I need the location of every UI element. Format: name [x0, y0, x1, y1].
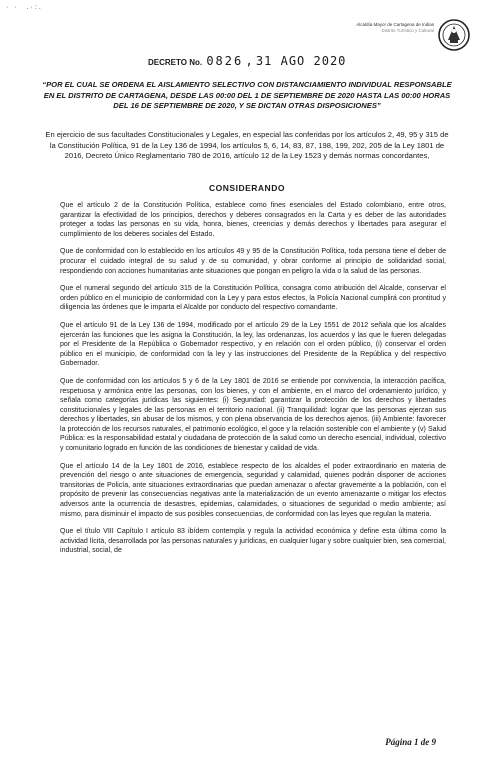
institution-subtitle: Distrito Turístico y Cultural — [381, 28, 434, 33]
decree-label: DECRETO No. — [148, 58, 203, 67]
considerations-body — [60, 201, 446, 564]
paragraph: Que de conformidad con lo establecido en los artículos 49 y 95 de la Constitución Política, toda persona tiene el deber de procurar el cuidado integral de su salud y de su comunidad, y obrar conforme al principio de solidaridad social, respondiendo con acciones humanitarias ante situaciones que pongan en peligro la vida o la salud de las personas. — [60, 248, 446, 275]
paragraph: Que el artículo 91 de la Ley 136 de 1994, modificado por el artículo 29 de la Ley 1551 de 2012 señala que los alcaldes ejercerán las funciones que les asigna la Constitución, la ley, las ordenanzas, los acuerdos y las que le fueren delegadas por el Presidente de la República o Gobernador respectivo, y en relación con el orden público, (i) conservar el orden público en el municipio, de conformidad con la ley y las instrucciones del Presidente de la República y del respectivo Gobernador. — [60, 321, 446, 368]
decree-number: 0826 — [206, 54, 244, 68]
scan-specks: · · .·:. — [6, 4, 43, 11]
decree-date: 31 AGO 2020 — [255, 54, 347, 68]
paragraph: Que el artículo 14 de la Ley 1801 de 2016, establece respecto de los alcaldes el poder extraordinario en materia de prevención del riesgo o ante situaciones de emergencia, seguridad y calamidad, quienes podrán disponer de acciones transitorias de Policía, ante situaciones extraordinarias que puedan amenazar o afectar gravemente a la población, con el propósito de prevenir las consecuencias negativas ante la materialización de un evento amenazante o mitigar los efectos adversos ante la ocurrencia de desastres, epidemias, calamidades, o situaciones de seguridad o medio ambiente; así mismo, para disminuir el impacto de sus posibles consecuencias, de conformidad con las leyes que regulan la materia. — [60, 462, 446, 518]
decree-number-line — [148, 54, 346, 68]
intro-paragraph: En ejercicio de sus facultades Constitucionales y Legales, en especial las conferidas por los artículos 2, 49, 95 y 315 de la Constitución Política, 91 de la Ley 136 de 1994, los artículos 5, 6, 14, 83, 87, 198, 199, 202, 205 de la Ley 1801 de 2016, Decreto Único Reglamentario 780 de 2016, artículo 12 de la Ley 1523 y demás normas concordantes, — [45, 130, 449, 160]
paragraph: Que de conformidad con los artículos 5 y 6 de la Ley 1801 de 2016 se entiende por convivencia, la interacción pacífica, respetuosa y armónica entre las personas, con los bienes, y con el ambiente, en el marco del ordenamiento jurídico, y señala como categorías jurídicas las siguientes: (i) Seguridad: garantizar la protección de los derechos y libertades constitucionales y legales de las personas en el territorio nacional. (ii) Tranquilidad: lograr que las personas ejerzan sus derechos y libertades, sin abusar de los mismos, y con plena observancia de los derechos ajenos. (iii) Ambiente: favorecer la protección de los recursos naturales, el patrimonio ecológico, el goce y la relación sostenible con el ambiente y (v) Salud Pública: es la responsabilidad estatal y ciudadana de protección de la salud como un derecho esencial, individual, colectivo y comunitario logrado en función de las condiciones de bienestar y calidad de vida. — [60, 377, 446, 453]
city-seal-icon — [436, 16, 472, 56]
paragraph: Que el artículo 2 de la Constitución Política, establece como fines esenciales del Estado colombiano, entre otros, garantizar la efectividad de los principios, derechos y deberes consagrados en la Carta y es deber de las autoridades proteger a todas las personas en su vida, honra, bienes, creencias y demás derechos y libertades para asegurar el cumplimiento de los deberes sociales del Estado. — [60, 202, 446, 238]
paragraph: Que el título VIII Capítulo I artículo 83 ibídem contempla y regula la actividad económica y define esta última como la actividad lícita, desarrollada por las personas naturales y jurídicas, en cualquier lugar y sobre cualquier bien, sea comercial, industrial, social, de — [60, 528, 446, 555]
institution-name: Alcaldía Mayor de Cartagena de Indias — [356, 22, 434, 27]
page-number: Página 1 de 9 — [385, 737, 436, 747]
institution-header — [352, 16, 472, 62]
paragraph: Que el numeral segundo del artículo 315 de la Constitución Política, consagra como atribución del Alcalde, conservar el orden público en el municipio de conformidad con la Ley y para estos efectos, la Policía Nacional cumplirá con prontitud y diligencia las órdenes que le imparta el Alcalde por conducto del respectivo comandante. — [60, 285, 446, 312]
decree-separator: , — [245, 54, 254, 68]
decree-title: “POR EL CUAL SE ORDENA EL AISLAMIENTO SELECTIVO CON DISTANCIAMIENTO INDIVIDUAL RESPONSABLE EN EL DISTRITO DE CARTAGENA, DESDE LAS 00:00 DEL 1 DE SEPTIEMBRE DE 2020 HASTA LAS 00:00 HORAS DEL 16 DE SEPTIEMBRE DE 2020, Y SE DICTAN OTRAS DISPOSICIONES” — [42, 80, 452, 110]
section-heading: CONSIDERANDO — [209, 183, 285, 193]
